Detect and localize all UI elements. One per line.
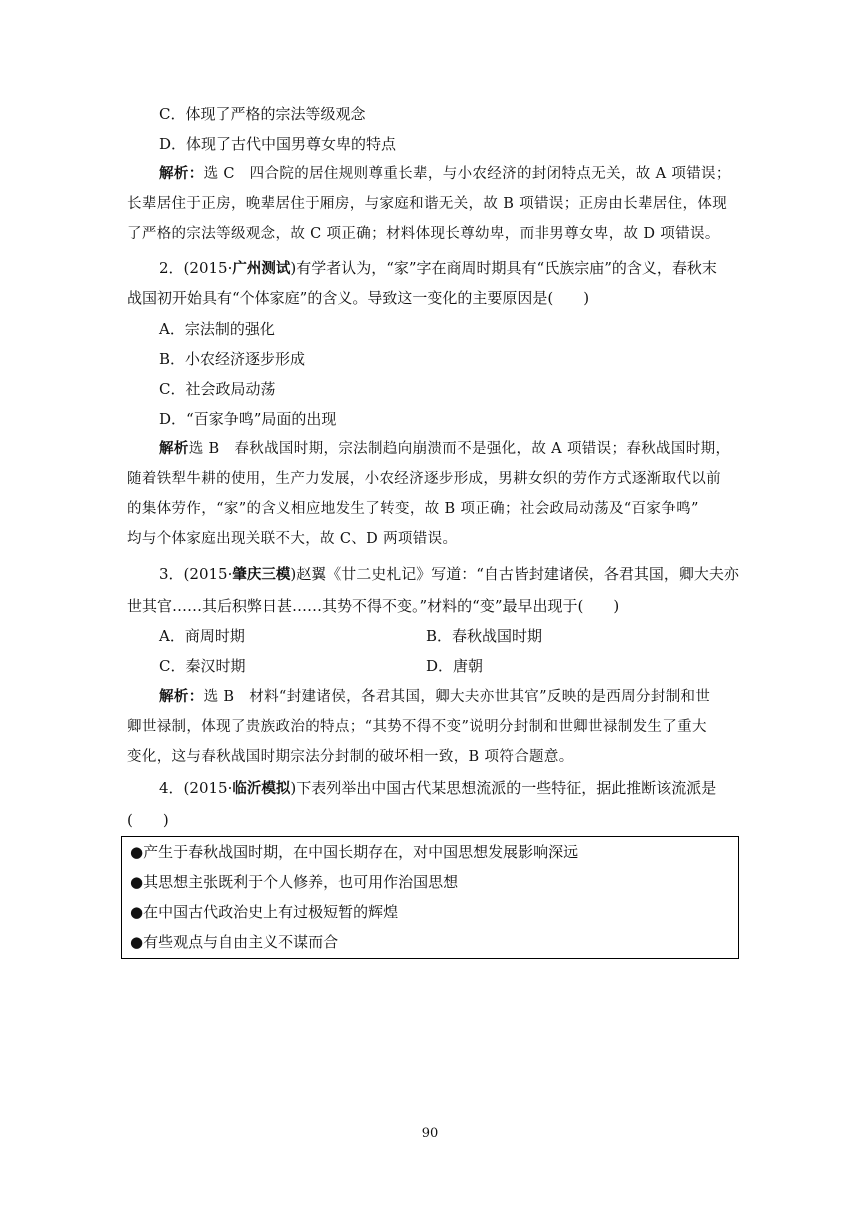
q2-stem-line-2: 战国初开始具有“个体家庭”的含义。导致这一变化的主要原因是( ) [127,289,590,307]
q2-analysis-line-2: 随着铁犁牛耕的使用，生产力发展，小农经济逐步形成，男耕女织的劳作方式逐渐取代以前 [127,471,721,487]
table-row: ●产生于春秋战国时期，在中国长期存在，对中国思想发展影响深远 [130,843,579,861]
q3-stem-line-2: 世其官……其后积弊日甚……其势不得不变。”材料的“变”最早出现于( ) [127,597,620,615]
q1-analysis-line-1: 解析：选 C 四合院的居住规则尊重长辈，与小农经济的封闭特点无关，故 A 项错误； [159,165,731,182]
q3-option-a: A．商周时期 [159,627,245,645]
page-number: 90 [421,1126,439,1141]
q3-option-c: C．秦汉时期 [159,657,246,675]
q1-analysis-line-2: 长辈居住于正房，晚辈居住于厢房，与家庭和谐无关，故 B 项错误；正房由长辈居住，体现 [127,196,728,212]
q2-analysis-line-1: 解析选 B 春秋战国时期，宗法制趋向崩溃而不是强化，故 A 项错误；春秋战国时期， [159,440,731,457]
q4-stem-line-1: 4．(2015·临沂模拟)下表列举出中国古代某思想流派的一些特征，据此推断该流派是 [159,779,717,797]
q2-option-d: D．“百家争鸣”局面的出现 [159,410,337,428]
table-row: ●有些观点与自由主义不谋而合 [130,933,339,951]
q4-source: 临沂模拟 [232,781,291,797]
table-row: ●其思想主张既利于个人修养，也可用作治国思想 [130,873,459,891]
q2-option-b: B．小农经济逐步形成 [159,350,306,368]
q1-analysis-line-3: 了严格的宗法等级观念，故 C 项正确；材料体现长尊幼卑，而非男尊女卑，故 D 项错误。 [127,226,720,242]
q2-analysis-line-4: 均与个体家庭出现关联不大，故 C、D 两项错误。 [127,531,458,547]
analysis-label: 解析： [159,165,204,182]
q3-analysis-line-1: 解析：选 B 材料“封建诸侯，各君其国，卿大夫亦世其官”反映的是西周分封制和世 [159,688,711,705]
analysis-label: 解析： [159,688,204,705]
q3-analysis-line-3: 变化，这与春秋战国时期宗法分封制的破坏相一致，B 项符合题意。 [127,749,574,765]
table-row: ●在中国古代政治史上有过极短暂的辉煌 [130,903,399,921]
q1-option-c: C．体现了严格的宗法等级观念 [159,105,366,123]
q1-option-d: D．体现了古代中国男尊女卑的特点 [159,135,397,153]
q3-option-b: B．春秋战国时期 [426,627,543,645]
q3-source: 肇庆三模 [232,567,291,583]
q3-analysis-line-2: 卿世禄制，体现了贵族政治的特点；“其势不得不变”说明分封制和世卿世禄制发生了重大 [127,719,707,735]
q2-option-c: C．社会政局动荡 [159,380,276,398]
q2-source: 广州测试 [232,261,291,277]
q2-option-a: A．宗法制的强化 [159,320,275,338]
q4-feature-table [121,836,739,959]
q2-analysis-line-3: 的集体劳作，“家”的含义相应地发生了转变，故 B 项正确；社会政局动荡及“百家争鸣” [127,501,699,517]
q2-stem-line-1: 2．(2015·广州测试)有学者认为，“家”字在商周时期具有“氏族宗庙”的含义，春秋末 [159,259,717,277]
q3-stem-line-1: 3．(2015·肇庆三模)赵翼《廿二史札记》写道：“自古皆封建诸侯，各君其国，卿大夫亦 [159,565,739,583]
q3-option-d: D．唐朝 [426,657,484,675]
analysis-label: 解析 [159,440,189,457]
q4-answer-blank: ( ) [127,811,169,829]
